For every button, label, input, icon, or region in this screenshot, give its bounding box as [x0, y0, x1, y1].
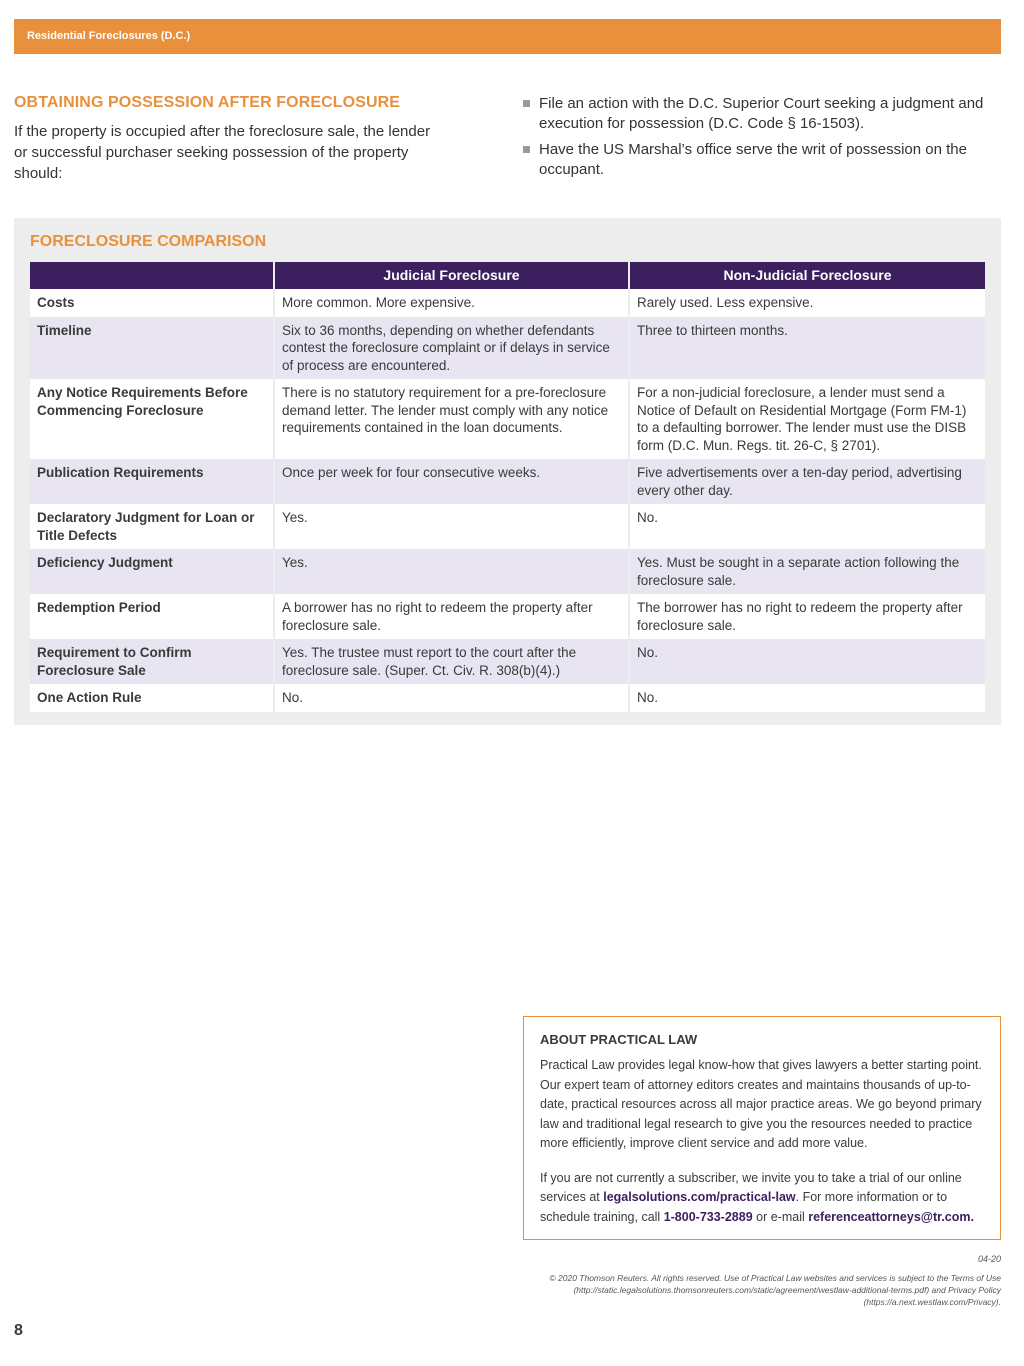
table-cell: No. — [629, 504, 985, 549]
table-header-cell — [30, 262, 274, 289]
trial-link[interactable]: legalsolutions.com/practical-law — [603, 1190, 796, 1204]
about-box — [523, 1016, 1001, 1240]
row-label-cell: Requirement to Confirm Foreclosure Sale — [30, 639, 274, 684]
table-cell: Yes. — [274, 504, 629, 549]
table-cell: Yes. — [274, 549, 629, 594]
possession-section — [14, 94, 434, 184]
trial-text: If you are not currently a subscriber, we invite you to take a trial of our online services at — [540, 1170, 962, 1204]
bullet-item — [523, 94, 1003, 134]
table-cell: There is no statutory requirement for a pre-foreclosure demand letter. The lender must comply with any notice requirements contained in the loan documents. — [274, 379, 629, 459]
row-label-cell: Deficiency Judgment — [30, 549, 274, 594]
table-cell: The borrower has no right to redeem the property after foreclosure sale. — [629, 594, 985, 639]
phone-number[interactable]: 1-800-733-2889 — [663, 1209, 753, 1224]
page-number: 8 — [14, 1322, 23, 1339]
email-link[interactable]: referenceattorneys@tr.com. — [808, 1209, 974, 1224]
possession-title: OBTAINING POSSESSION AFTER FORECLOSURE — [14, 94, 401, 111]
table-header-cell: Non-Judicial Foreclosure — [629, 262, 985, 289]
table-cell: Once per week for four consecutive weeks. — [274, 459, 629, 504]
doc-code: 04-20 — [977, 1254, 1001, 1264]
about-title: ABOUT PRACTICAL LAW — [540, 1032, 698, 1047]
header-title: Residential Foreclosures (D.C.) — [27, 30, 191, 42]
bullet-item — [523, 140, 1003, 180]
row-label-cell: Costs — [30, 289, 274, 317]
table-header-cell: Judicial Foreclosure — [274, 262, 629, 289]
comparison-table — [30, 262, 985, 712]
possession-bullets — [523, 94, 1003, 186]
possession-intro: If the property is occupied after the foreclosure sale, the lender or successful purchaser seeking possession of the property should: — [14, 123, 431, 182]
table-cell: Yes. Must be sought in a separate action following the foreclosure sale. — [629, 549, 985, 594]
table-cell: For a non-judicial foreclosure, a lender must send a Notice of Default on Residential Mortgage (Form FM-1) to a defaulting borrower. The lender must use the DISB form (D.C. Mun. Regs. tit. 26-C, § 2701). — [629, 379, 985, 459]
table-row — [30, 594, 985, 639]
about-body: Practical Law provides legal know-how that gives lawyers a better starting point. Our expert team of attorney editors creates and maintains thousands of up-to-date, practical resources across all major practice areas. We go beyond primary law and traditional legal research to give you the resources needed to practice more efficiently, improve client service and add more value. — [540, 1058, 982, 1150]
table-row — [30, 289, 985, 317]
comparison-title: FORECLOSURE COMPARISON — [30, 233, 267, 250]
table-cell: No. — [629, 639, 985, 684]
row-label-cell: Declaratory Judgment for Loan or Title Defects — [30, 504, 274, 549]
table-row — [30, 317, 985, 380]
table-cell: Rarely used. Less expensive. — [629, 289, 985, 317]
bullet-square-icon — [523, 146, 530, 153]
row-label-cell: One Action Rule — [30, 684, 274, 712]
about-trial-text — [540, 1169, 984, 1228]
row-label-cell: Any Notice Requirements Before Commencing Foreclosure — [30, 379, 274, 459]
row-label-cell: Redemption Period — [30, 594, 274, 639]
comparison-box — [14, 218, 1001, 725]
trial-text: or e-mail — [752, 1209, 809, 1224]
row-label-cell: Timeline — [30, 317, 274, 380]
table-cell: Three to thirteen months. — [629, 317, 985, 380]
table-row — [30, 684, 985, 712]
bullet-text: Have the US Marshal’s office serve the writ of possession on the occupant. — [539, 141, 967, 178]
table-cell: No. — [629, 684, 985, 712]
header-bar — [14, 19, 1001, 54]
table-cell: Yes. The trustee must report to the court after the foreclosure sale. (Super. Ct. Civ. R. 308(b)(4).) — [274, 639, 629, 684]
bullet-square-icon — [523, 100, 530, 107]
table-row — [30, 504, 985, 549]
table-cell: Six to 36 months, depending on whether defendants contest the foreclosure complaint or if delays in service of process are encountered. — [274, 317, 629, 380]
table-cell: A borrower has no right to redeem the property after foreclosure sale. — [274, 594, 629, 639]
table-row — [30, 459, 985, 504]
table-cell: Five advertisements over a ten-day period, advertising every other day. — [629, 459, 985, 504]
bullet-text: File an action with the D.C. Superior Court seeking a judgment and execution for possession (D.C. Code § 16-1503). — [539, 95, 984, 132]
table-row — [30, 379, 985, 459]
table-cell: No. — [274, 684, 629, 712]
table-body — [30, 289, 985, 712]
trial-text: . For more information or to schedule training, call — [540, 1190, 948, 1224]
table-cell: More common. More expensive. — [274, 289, 629, 317]
table-header-row — [30, 262, 985, 289]
table-row — [30, 639, 985, 684]
copyright-text: © 2020 Thomson Reuters. All rights reserved. Use of Practical Law websites and services is subject to the Terms of Use (http://static.legalsolutions.thomsonreuters.com/static/agreement/westlaw-additional-terms.pdf) and Privacy Policy (https://a.next.westlaw.com/Privacy). — [549, 1273, 1001, 1307]
table-row — [30, 549, 985, 594]
row-label-cell: Publication Requirements — [30, 459, 274, 504]
